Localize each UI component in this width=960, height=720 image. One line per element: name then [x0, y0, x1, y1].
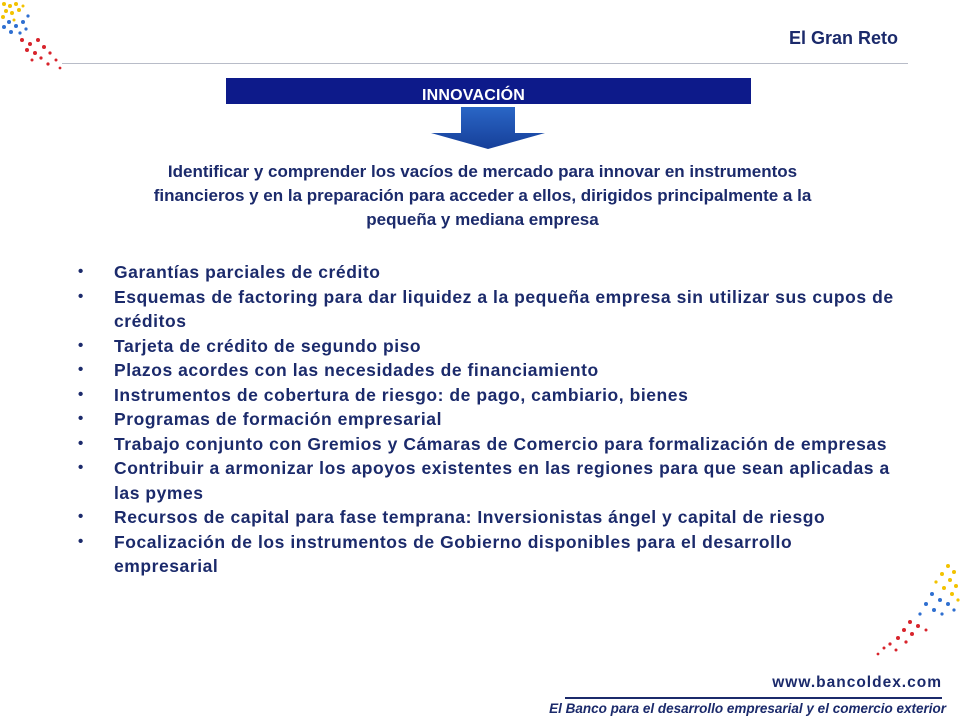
list-item [78, 358, 898, 383]
list-item [78, 505, 898, 530]
list-item [78, 383, 898, 408]
innovation-banner-label: INNOVACIÓN [422, 87, 526, 104]
list-item [78, 285, 898, 334]
list-item-text: Esquemas de factoring para dar liquidez a la pequeña empresa sin utilizar sus cupos de créditos [114, 286, 894, 331]
bullet-list [78, 260, 898, 579]
bullet-icon: • [78, 361, 84, 378]
footer-tagline: El Banco para el desarrollo empresarial y el comercio exterior [549, 701, 946, 716]
colombian-dots-logo-bottom-right [870, 560, 960, 670]
list-item [78, 407, 898, 432]
bullet-icon: • [78, 459, 84, 476]
down-arrow-icon [431, 107, 545, 149]
bullet-icon: • [78, 410, 84, 427]
footer-divider [565, 697, 942, 699]
list-item [78, 260, 898, 285]
colombian-dots-logo-top-left [0, 0, 80, 80]
bullet-icon: • [78, 385, 84, 403]
bullet-icon: • [78, 287, 84, 305]
list-item-text: Programas de formación empresarial [114, 409, 442, 429]
website-url[interactable]: www.bancoldex.com [772, 674, 942, 691]
list-item-text: Contribuir a armonizar los apoyos existentes en las regiones para que sean aplicadas a las pymes [114, 458, 890, 503]
bullet-icon: • [78, 508, 84, 525]
list-item [78, 530, 898, 579]
list-item-text: Recursos de capital para fase temprana: Inversionistas ángel y capital de riesgo [114, 507, 826, 527]
list-item [78, 456, 898, 505]
list-item-text: Instrumentos de cobertura de riesgo: de pago, cambiario, bienes [114, 384, 689, 405]
bullet-icon: • [78, 532, 84, 550]
bullet-icon: • [78, 336, 84, 354]
list-item-text: Tarjeta de crédito de segundo piso [114, 335, 422, 356]
bullet-icon: • [78, 263, 84, 280]
header-divider [62, 63, 908, 64]
list-item-text: Trabajo conjunto con Gremios y Cámaras de Comercio para formalización de empresas [114, 433, 887, 454]
list-item-text: Plazos acordes con las necesidades de financiamiento [114, 360, 599, 380]
list-item [78, 432, 898, 457]
bullet-icon: • [78, 434, 84, 452]
page-title: El Gran Reto [788, 28, 898, 48]
list-item-text: Focalización de los instrumentos de Gobierno disponibles para el desarrollo empresarial [114, 531, 793, 576]
list-item-text: Garantías parciales de crédito [114, 262, 381, 282]
innovation-banner [226, 78, 751, 104]
lead-statement: Identificar y comprender los vacíos de mercado para innovar en instrumentos financieros y en la preparación para acceder a ellos, dirigidos principalmente a la pequeña y mediana empresa [153, 162, 812, 229]
list-item [78, 334, 898, 359]
